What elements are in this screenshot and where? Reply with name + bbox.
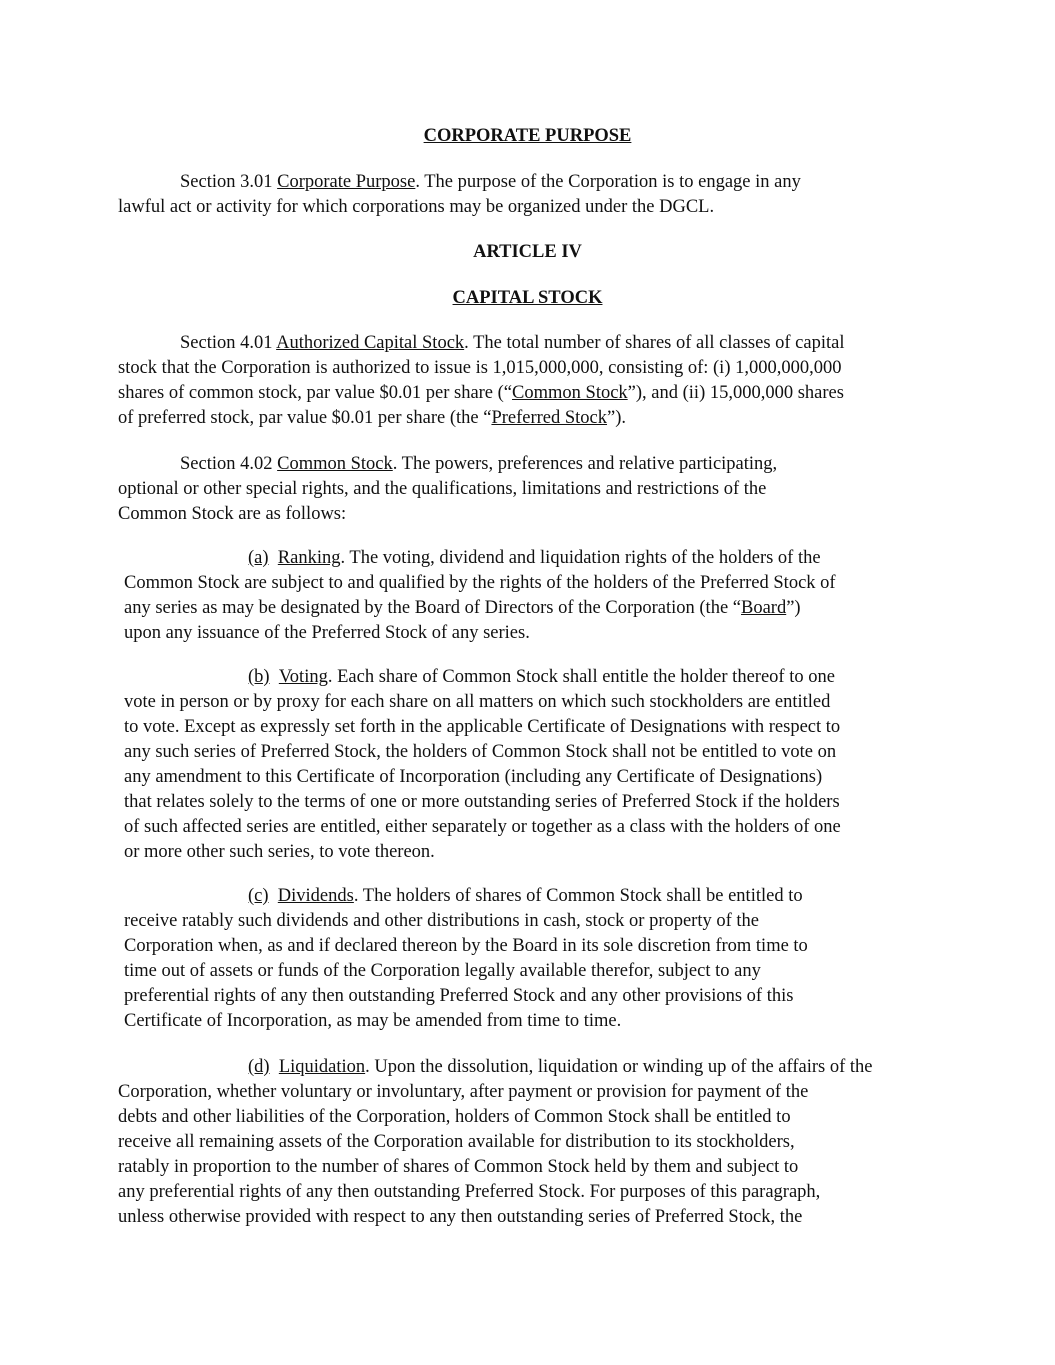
subsection-c-line: preferential rights of any then outstanding Preferred Stock and any other provisions of this bbox=[124, 986, 794, 1006]
subsection-a-ranking bbox=[124, 546, 836, 646]
defined-term-common-stock: Common Stock bbox=[512, 383, 628, 403]
subsection-c-line-1: (c) Dividends. The holders of shares of Common Stock shall be entitled to bbox=[248, 886, 803, 906]
section-4-02-line-2: optional or other special rights, and the qualifications, limitations and restrictions of the bbox=[118, 479, 767, 499]
subsection-d-liquidation bbox=[118, 1055, 872, 1230]
section-4-01-line-4: of preferred stock, par value $0.01 per share (the “Preferred Stock”). bbox=[118, 408, 627, 428]
subsection-d-line: ratably in proportion to the number of shares of Common Stock held by them and subject to bbox=[118, 1157, 799, 1177]
subsection-c-line: receive ratably such dividends and other distributions in cash, stock or property of the bbox=[124, 911, 759, 931]
subsection-c-line: Certificate of Incorporation, as may be amended from time to time. bbox=[124, 1011, 622, 1031]
subsection-d-line: receive all remaining assets of the Corporation available for distribution to its stockholders, bbox=[118, 1132, 795, 1152]
subsection-d-label: (d) bbox=[248, 1057, 270, 1077]
section-4-02-title: Common Stock bbox=[277, 454, 393, 474]
section-4-01-line-3: shares of common stock, par value $0.01 per share (“Common Stock”), and (ii) 15,000,000 shares bbox=[118, 383, 844, 403]
defined-term-preferred-stock: Preferred Stock bbox=[491, 408, 608, 428]
subsection-b-line: any amendment to this Certificate of Incorporation (including any Certificate of Designations) bbox=[124, 767, 823, 787]
subsection-a-line-4: upon any issuance of the Preferred Stock of any series. bbox=[124, 623, 530, 643]
subsection-a-line-2: Common Stock are subject to and qualified by the rights of the holders of the Preferred Stock of bbox=[124, 573, 836, 593]
subsection-b-title: Voting bbox=[278, 667, 328, 687]
subsection-a-line-1: (a) Ranking. The voting, dividend and liquidation rights of the holders of the bbox=[248, 548, 821, 568]
subsection-b-line: any such series of Preferred Stock, the holders of Common Stock shall not be entitled to vote on bbox=[124, 742, 837, 762]
section-4-02-line-1: Section 4.02 Common Stock. The powers, preferences and relative participating, bbox=[180, 454, 778, 474]
section-4-02 bbox=[118, 452, 777, 527]
heading-corporate-purpose: CORPORATE PURPOSE bbox=[423, 126, 632, 146]
subsection-a-title: Ranking bbox=[277, 548, 341, 568]
subsection-d-title: Liquidation bbox=[278, 1057, 366, 1077]
subsection-b-voting bbox=[124, 665, 841, 865]
section-3-01 bbox=[118, 170, 801, 220]
subsection-c-label: (c) bbox=[248, 886, 269, 906]
section-3-01-line-2: lawful act or activity for which corporations may be organized under the DGCL. bbox=[118, 197, 715, 217]
subsection-c-dividends bbox=[124, 884, 808, 1034]
subsection-a-line-3: any series as may be designated by the Board of Directors of the Corporation (the “Board”) bbox=[124, 598, 801, 618]
section-4-01-line-2: stock that the Corporation is authorized to issue is 1,015,000,000, consisting of: (i) 1,000,000,000 bbox=[118, 358, 842, 378]
subsection-d-line: any preferential rights of any then outstanding Preferred Stock. For purposes of this paragraph, bbox=[118, 1182, 821, 1202]
subsection-b-line: of such affected series are entitled, either separately or together as a class with the holders of one bbox=[124, 817, 841, 837]
subsection-c-line: Corporation when, as and if declared thereon by the Board in its sole discretion from time to bbox=[124, 936, 808, 956]
subsection-d-line: Corporation, whether voluntary or involuntary, after payment or provision for payment of the bbox=[118, 1082, 809, 1102]
section-3-01-line-1: Section 3.01 Corporate Purpose. The purpose of the Corporation is to engage in any bbox=[180, 172, 801, 192]
subsection-b-line: to vote. Except as expressly set forth in the applicable Certificate of Designations with respect to bbox=[124, 717, 841, 737]
heading-capital-stock: CAPITAL STOCK bbox=[452, 288, 603, 308]
defined-term-board: Board bbox=[741, 598, 787, 618]
subsection-d-line: unless otherwise provided with respect to any then outstanding series of Preferred Stock, the bbox=[118, 1207, 803, 1227]
subsection-b-line: that relates solely to the terms of one or more outstanding series of Preferred Stock if the holders bbox=[124, 792, 840, 812]
subsection-b-label: (b) bbox=[248, 667, 270, 687]
subsection-d-line-1: (d) Liquidation. Upon the dissolution, liquidation or winding up of the affairs of the bbox=[248, 1057, 873, 1077]
subsection-b-line: vote in person or by proxy for each share on all matters on which such stockholders are entitled bbox=[124, 692, 831, 712]
heading-article-iv: ARTICLE IV bbox=[473, 242, 582, 262]
subsection-c-title: Dividends bbox=[277, 886, 354, 906]
section-4-01 bbox=[118, 331, 844, 431]
subsection-b-line: or more other such series, to vote thereon. bbox=[124, 842, 435, 862]
subsection-a-label: (a) bbox=[248, 548, 269, 568]
subsection-c-line: time out of assets or funds of the Corporation legally available therefor, subject to any bbox=[124, 961, 761, 981]
section-3-01-title: Corporate Purpose bbox=[277, 172, 416, 192]
subsection-d-line: debts and other liabilities of the Corporation, holders of Common Stock shall be entitled to bbox=[118, 1107, 791, 1127]
subsection-b-line-1: (b) Voting. Each share of Common Stock shall entitle the holder thereof to one bbox=[248, 667, 835, 687]
section-4-01-title: Authorized Capital Stock bbox=[276, 333, 465, 353]
section-4-01-line-1: Section 4.01 Authorized Capital Stock. The total number of shares of all classes of capital bbox=[180, 333, 845, 353]
section-4-02-line-3: Common Stock are as follows: bbox=[118, 504, 347, 524]
